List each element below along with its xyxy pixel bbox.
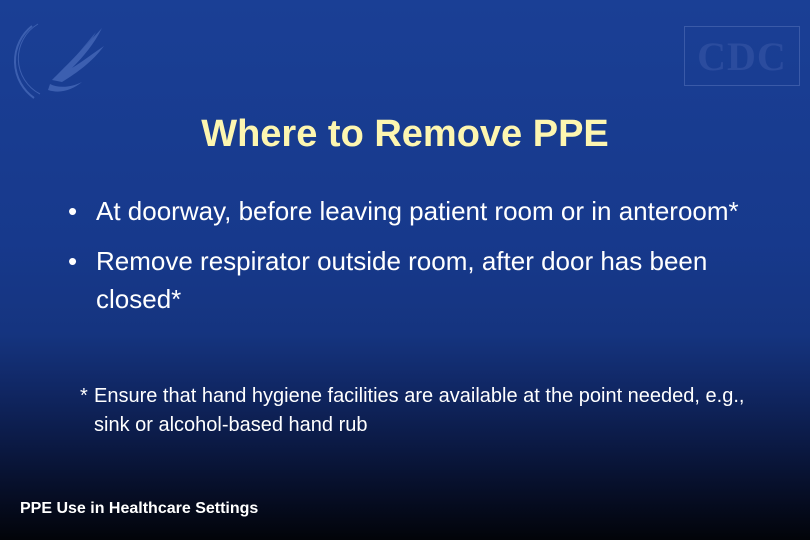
cdc-logo <box>684 26 800 86</box>
bullet-marker: • <box>68 246 78 276</box>
bullet-text: Remove respirator outside room, after door has been closed* <box>96 246 708 314</box>
bullet-marker: • <box>68 196 78 226</box>
footnote-text: Ensure that hand hygiene facilities are available at the point needed, e.g., sink or alcohol-based hand rub <box>94 385 745 436</box>
slide-title: Where to Remove PPE <box>201 113 609 155</box>
hhs-logo <box>12 6 124 106</box>
bullet-item <box>68 242 768 318</box>
bullet-list <box>68 192 768 330</box>
footnote-marker: * <box>80 385 88 407</box>
cdc-logo-icon: CDC <box>697 33 787 79</box>
hhs-eagle-seal-icon <box>12 6 124 106</box>
bullet-item <box>68 192 768 230</box>
bullet-text: At doorway, before leaving patient room or in anteroom* <box>96 196 739 226</box>
footer-label: PPE Use in Healthcare Settings <box>20 500 259 517</box>
footnote <box>80 382 774 440</box>
